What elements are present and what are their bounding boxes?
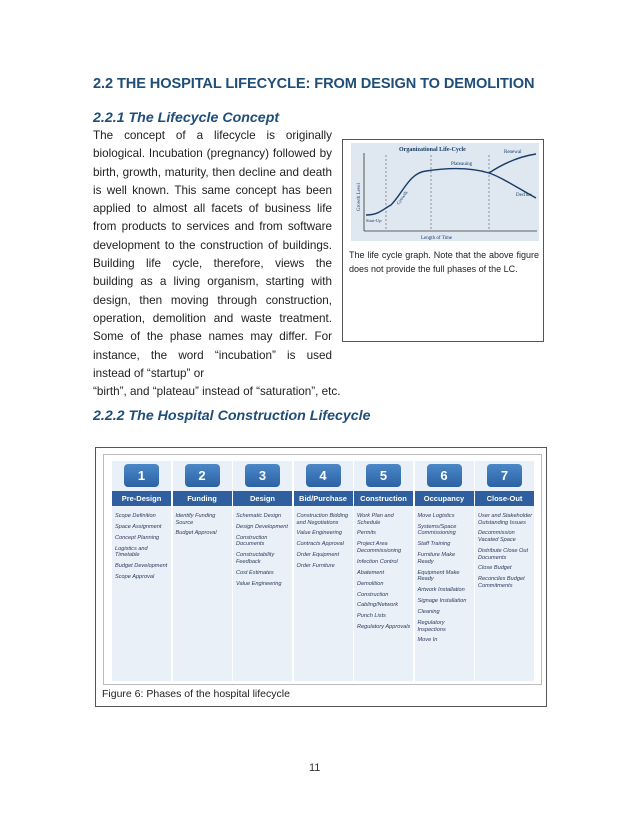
x-axis-label: Length of Time — [421, 236, 453, 241]
section-heading: 2.2 THE HOSPITAL LIFECYCLE: FROM DESIGN TO DEMOLITION — [93, 76, 535, 92]
phase-task-item: Furniture Make Ready — [417, 552, 456, 565]
phase-task-item: Abatement — [357, 569, 385, 576]
phase-column-4 — [294, 461, 353, 681]
phase-number-badge: 3 — [245, 464, 280, 487]
phase-task-item: Concept Planning — [115, 534, 160, 541]
phase-task-list — [418, 513, 473, 648]
lifecycle-figure-caption: The life cycle graph. Note that the above figure does not provide the full phases of the LC. — [349, 250, 539, 274]
phase-task-list — [176, 513, 231, 541]
phase-task-item: Project Area Decommissioning — [357, 541, 402, 554]
phase-column-7 — [475, 461, 534, 681]
phase-task-item: Staff Training — [417, 541, 451, 548]
phase-task-item: Value Engineering — [236, 580, 282, 587]
y-axis-label: Growth Level — [357, 183, 362, 211]
phase-column-5 — [354, 461, 413, 681]
phase-number-badge: 6 — [427, 464, 462, 487]
phase-task-item: Scope Definition — [115, 513, 156, 519]
phase-task-item: Close Budget — [478, 565, 512, 572]
phase-title: Funding — [173, 491, 232, 506]
phase-task-item: Cost Estimates — [236, 569, 274, 576]
phase-task-item: Identify Funding Source — [175, 513, 216, 526]
lifecycle-figure-box — [342, 139, 544, 342]
phase-task-list — [478, 513, 533, 594]
phase-task-item: Punch Lists — [357, 613, 386, 620]
phase-task-item: Order Equipment — [296, 552, 340, 559]
phase-task-item: Construction Bidding and Negotiations — [296, 513, 349, 526]
phase-column-1 — [112, 461, 171, 681]
lifecycle-graph — [351, 143, 539, 241]
phase-task-item: Cleaning — [417, 609, 440, 616]
phases-figure-caption: Figure 6: Phases of the hospital lifecycle — [102, 688, 290, 700]
phase-task-item: Signage Installation — [417, 598, 467, 605]
label-decline: Decline — [516, 193, 532, 198]
phase-task-item: Contracts Approval — [296, 541, 344, 548]
phase-task-item: Space Assignment — [115, 523, 162, 530]
phase-task-item: Artwork Installation — [417, 587, 465, 594]
phase-task-item: Logistics and Timetable — [115, 545, 148, 559]
phase-task-item: Order Furniture — [296, 563, 335, 570]
phase-task-item: Work Plan and Schedule — [357, 513, 394, 526]
phase-task-item: Infection Control — [357, 558, 398, 565]
phase-task-item: Permits — [357, 530, 376, 537]
phase-task-item: Design Development — [236, 523, 288, 530]
phase-title: Occupancy — [415, 491, 474, 506]
phase-task-item: Budget Approval — [175, 530, 217, 537]
phase-task-item: Demolition — [357, 580, 384, 587]
phase-task-item: Regulatory Inspections — [417, 619, 446, 633]
graph-title: Organizational Life-Cycle — [399, 147, 466, 153]
phase-task-list — [297, 513, 352, 574]
phases-diagram — [103, 454, 542, 685]
phase-task-item: Decommission Vacated Space — [478, 530, 516, 544]
phase-task-item: Regulatory Approvals — [357, 624, 411, 631]
phase-task-item: Systems/Space Commissioning — [417, 523, 457, 537]
phase-task-item: Move Logistics — [417, 513, 455, 519]
phase-title: Design — [233, 491, 292, 506]
paragraph-last-line: “birth”, and “plateau” instead of “saturation”, etc. — [93, 385, 341, 399]
phase-task-item: Move In — [417, 637, 438, 644]
phase-column-6 — [415, 461, 474, 681]
label-plateauing: Plateauing — [451, 162, 473, 167]
phase-task-item: Construction — [357, 591, 389, 598]
phase-task-item: Scope Approval — [115, 574, 155, 581]
phases-figure-box — [95, 447, 547, 707]
phase-task-list — [236, 513, 291, 592]
phase-task-item: Schematic Design — [236, 513, 282, 519]
phase-task-item: Reconciles Budget Commitments — [478, 576, 525, 589]
phase-title: Pre-Design — [112, 491, 171, 506]
phase-title: Construction — [354, 491, 413, 506]
phase-number-badge: 1 — [124, 464, 159, 487]
phase-task-list — [115, 513, 170, 585]
paragraph-body: The concept of a lifecycle is originally biological. Incubation (pregnancy) followed by birth, growth, maturity, then decline and death is well known. This same concept has been applied to almost all facets of business life from products to services and from software development to the construction of buildings. Building life cycle, therefore, views the building as a living organism, starting with design, then moving through construction, operation, demolition and waste treatment. Some of the phase names may differ. For instance, the word “incubation” is used instead of “startup” or — [93, 129, 332, 380]
label-renewal: Renewal — [504, 150, 522, 155]
phase-number-badge: 5 — [366, 464, 401, 487]
graph-background — [351, 143, 539, 241]
phase-task-item: Constructability Feedback — [236, 552, 275, 565]
subsection-heading-lifecycle-concept: 2.2.1 The Lifecycle Concept — [93, 110, 280, 126]
subsection-heading-hospital-lifecycle: 2.2.2 The Hospital Construction Lifecycle — [93, 408, 371, 424]
page-number: 11 — [309, 762, 321, 774]
phase-number-badge: 7 — [487, 464, 522, 487]
lifecycle-paragraph — [93, 127, 341, 401]
label-growth: Growth — [396, 190, 410, 207]
phase-task-item: Cabling/Network — [357, 602, 399, 609]
phase-number-badge: 4 — [306, 464, 341, 487]
phase-column-3 — [233, 461, 292, 681]
phase-task-item: Budget Development — [115, 563, 168, 570]
phase-task-item: Equipment Make Ready — [417, 569, 460, 583]
phase-task-item: User and Stakeholder Outstanding Issues — [478, 513, 533, 526]
phase-number-badge: 2 — [185, 464, 220, 487]
phase-column-2 — [173, 461, 232, 681]
phase-task-item: Distribute Close Out Documents — [478, 547, 529, 561]
label-startup: Start-Up — [366, 218, 382, 223]
phase-title: Close-Out — [475, 491, 534, 506]
phase-task-item: Value Engineering — [296, 530, 343, 537]
phase-title: Bid/Purchase — [294, 491, 353, 506]
phase-task-item: Construction Documents — [236, 534, 268, 548]
phase-task-list — [357, 513, 412, 635]
